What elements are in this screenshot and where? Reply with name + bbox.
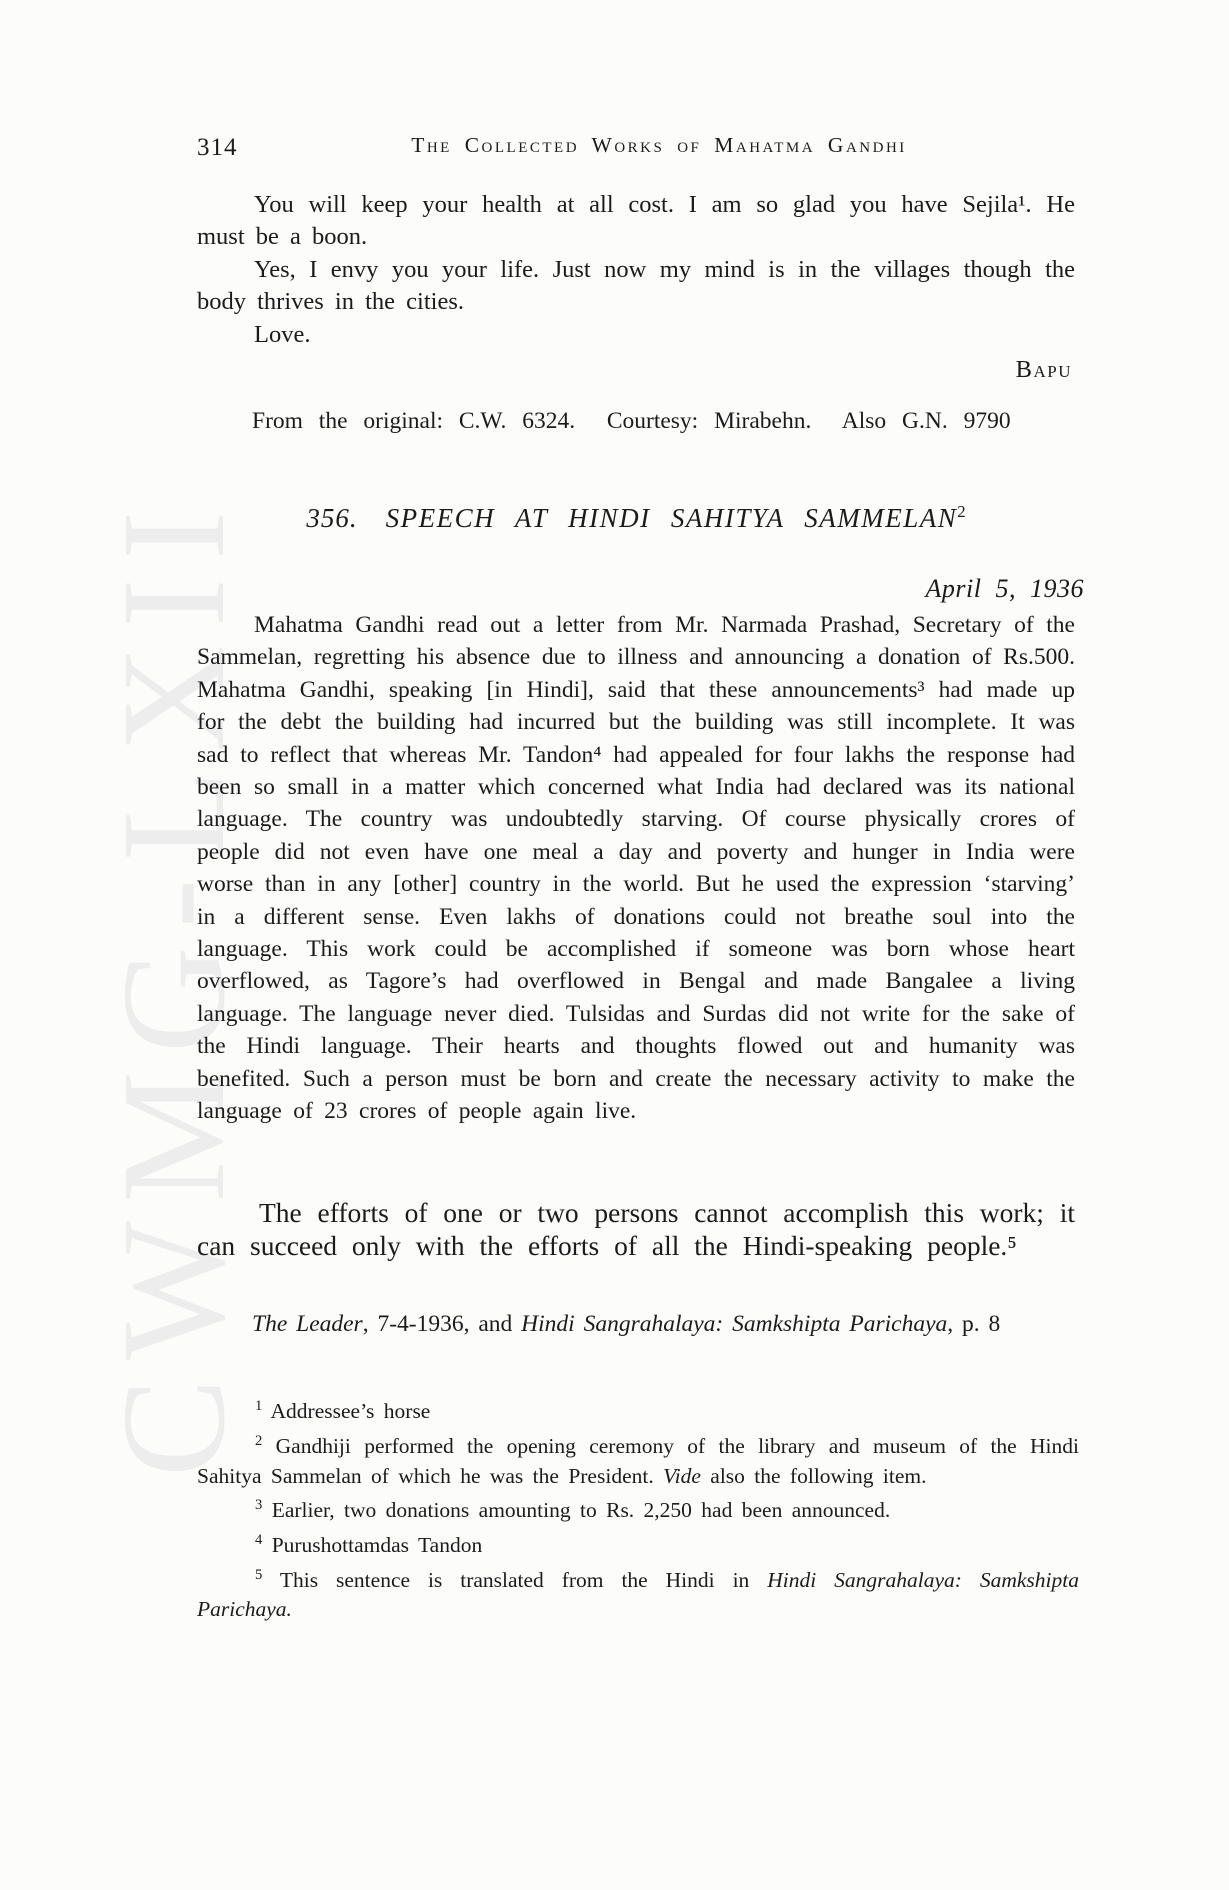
footnote-ref: 4 (255, 1531, 263, 1548)
item-number: 356. (306, 503, 358, 533)
footnote-1 (197, 1392, 1079, 1427)
footnote-ref: 2 (255, 1432, 263, 1449)
footnote-text: Addressee’s horse (270, 1399, 431, 1424)
footnote-italic: Hindi Sangrahalaya: Samkshipta Parichaya. (197, 1567, 1079, 1622)
footnote-ref: 3 (255, 1497, 263, 1514)
source-title-italic: Hindi Sangrahalaya: Samkshipta Parichaya (521, 1311, 948, 1337)
speech-report-paragraph: Mahatma Gandhi read out a letter from Mr. Narmada Prashad, Secretary of the Sammelan, regretting his absence due to illness and announcing a donation of Rs.500. Mahatma Gandhi, speaking [in Hindi], said that these announcements³ had made up for the debt the building had incurred but the building was still incomplete. It was sad to reflect that whereas Mr. Tandon⁴ had appealed for four lakhs the response had been so small in a matter which concerned what India had declared was its national language. The country was undoubtedly starving. Of course physically crores of people did not even have one meal a day and poverty and hunger in India were worse than in any [other] country in the world. But he used the expression ‘starving’ in a different sense. Even lakhs of donations could not breathe soul into the language. This work could be accomplished if someone was born whose heart overflowed, as Tagore’s had overflowed in Bengal and made Bangalee a living language. The language never died. Tulsidas and Surdas did not write for the sake of the Hindi language. Their hearts and thoughts flowed out and humanity was benefited. Such a person must be born and create the necessary activity to make the language of 23 crores of people again live. (197, 612, 1075, 1125)
footnotes-block (197, 1392, 1079, 1625)
letter-paragraph-1: You will keep your health at all cost. I am so glad you have Sejila¹. He must be a boon. (197, 191, 1075, 251)
item-title: SPEECH AT HINDI SAHITYA SAMMELAN (385, 503, 958, 533)
item-heading (197, 502, 1075, 534)
footnote-ref: 5 (255, 1566, 263, 1583)
footnote-3 (197, 1491, 1079, 1526)
footnote-text: Earlier, two donations amounting to Rs. 2,250 had been announced. (271, 1498, 891, 1523)
source-title-italic: The Leader (252, 1311, 363, 1337)
footnote-text: also the following item. (700, 1463, 927, 1488)
page-number: 314 (197, 134, 238, 161)
letter-closing-block (197, 189, 1075, 386)
letter-paragraph-2: Yes, I envy you your life. Just now my mind is in the villages though the body thrives in the cities. (197, 255, 1075, 316)
footnote-text: This sentence is translated from the Hindi in (279, 1567, 768, 1592)
source-text: , 7-4-1936, and (362, 1311, 522, 1337)
running-head: The Collected Works of Mahatma Gandhi (411, 133, 907, 157)
speech-source-line (252, 1311, 1000, 1338)
title-footnote-ref: 2 (957, 502, 966, 521)
source-page-ref: , p. 8 (947, 1311, 1001, 1337)
watermark-text: CWMG-LXII (92, 492, 256, 1477)
letter-source-line: From the original: C.W. 6324. Courtesy: Mirabehn. Also G.N. 9790 (252, 408, 1011, 434)
speech-closing-paragraph: The efforts of one or two persons cannot accomplish this work; it can succeed only with the efforts of all the Hindi-speaking people.⁵ (197, 1197, 1075, 1261)
footnote-4 (197, 1526, 1079, 1561)
footnote-ref: 1 (255, 1398, 263, 1414)
footnote-text: Purushottamdas Tandon (271, 1533, 483, 1557)
footnote-2 (197, 1427, 1079, 1491)
footnote-text: Gandhiji performed the opening ceremony of the library and museum of the Hindi Sahitya Sammelan of which he was the President. (197, 1433, 1080, 1488)
page-header (197, 133, 1075, 163)
date-line: April 5, 1936 (925, 574, 1084, 603)
footnote-5 (197, 1561, 1079, 1625)
letter-valediction: Love. (254, 320, 311, 348)
footnote-italic: Vide (663, 1463, 701, 1488)
letter-signature: Bapu (1015, 356, 1072, 384)
